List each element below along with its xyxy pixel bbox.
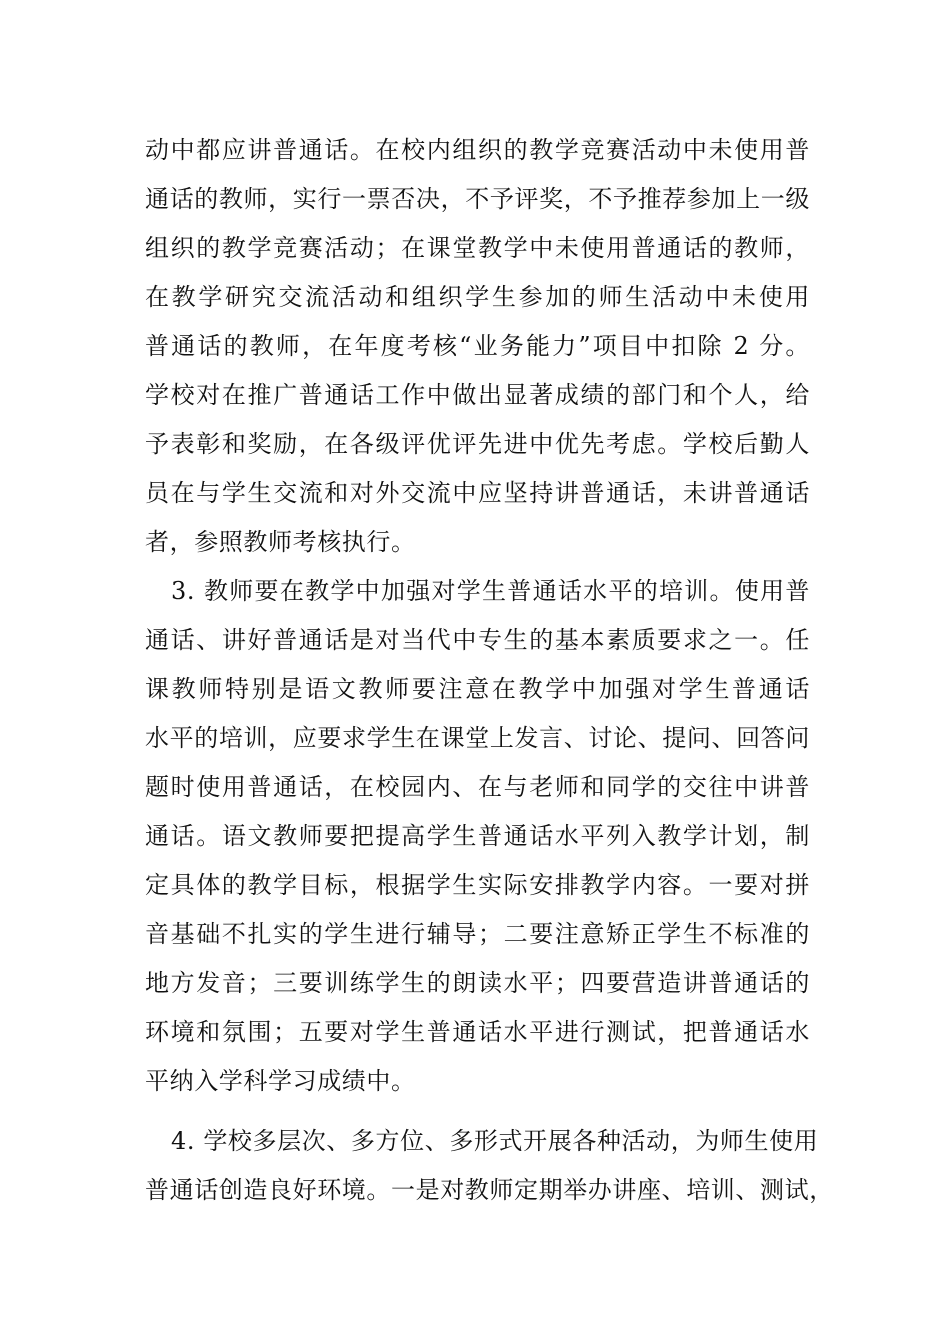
body-text-part-2 bbox=[145, 1117, 834, 1215]
text-line: 者，参照教师考核执行。 bbox=[145, 528, 416, 556]
text-line: 员在与学生交流和对外交流中应坚持讲普通话，未讲普通话 bbox=[145, 479, 810, 507]
body-text-part-1 bbox=[145, 126, 810, 1106]
text-line: 水平的培训，应要求学生在课堂上发言、讨论、提问、回答问 bbox=[145, 724, 810, 752]
text-line: 通话、讲好普通话是对当代中专生的基本素质要求之一。任 bbox=[145, 626, 810, 654]
text-line: 学校对在推广普通话工作中做出显著成绩的部门和个人，给 bbox=[145, 381, 810, 409]
text-line: 组织的教学竞赛活动；在课堂教学中未使用普通话的教师， bbox=[145, 234, 810, 262]
text-line: 课教师特别是语文教师要注意在教学中加强对学生普通话 bbox=[145, 675, 810, 703]
text-line: 动中都应讲普通话。在校内组织的教学竞赛活动中未使用普 bbox=[145, 136, 810, 164]
text-line: 普通话创造良好环境。一是对教师定期举办讲座、培训、测试， bbox=[145, 1176, 834, 1204]
text-line: 题时使用普通话，在校园内、在与老师和同学的交往中讲普 bbox=[145, 773, 810, 801]
text-line: 定具体的教学目标，根据学生实际安排教学内容。一要对拼 bbox=[145, 871, 810, 899]
text-line: 通话的教师，实行一票否决，不予评奖，不予推荐参加上一级 bbox=[145, 185, 810, 213]
text-line: 予表彰和奖励，在各级评优评先进中优先考虑。学校后勤人 bbox=[145, 430, 810, 458]
text-line: 通话。语文教师要把提高学生普通话水平列入教学计划，制 bbox=[145, 822, 810, 850]
text-line: 普通话的教师，在年度考核“业务能力”项目中扣除 2 分。 bbox=[145, 332, 810, 360]
paragraph-4-first-line: 4. 学校多层次、多方位、多形式开展各种活动，为师生使用 bbox=[171, 1127, 819, 1155]
paragraph-3-first-line: 3. 教师要在教学中加强对学生普通话水平的培训。使用普 bbox=[171, 577, 810, 605]
text-line: 音基础不扎实的学生进行辅导；二要注意矫正学生不标准的 bbox=[145, 920, 810, 948]
text-line: 平纳入学科学习成绩中。 bbox=[145, 1067, 416, 1095]
text-line: 在教学研究交流活动和组织学生参加的师生活动中未使用 bbox=[145, 283, 810, 311]
text-line: 环境和氛围；五要对学生普通话水平进行测试，把普通话水 bbox=[145, 1018, 810, 1046]
text-line: 地方发音；三要训练学生的朗读水平；四要营造讲普通话的 bbox=[145, 969, 810, 997]
